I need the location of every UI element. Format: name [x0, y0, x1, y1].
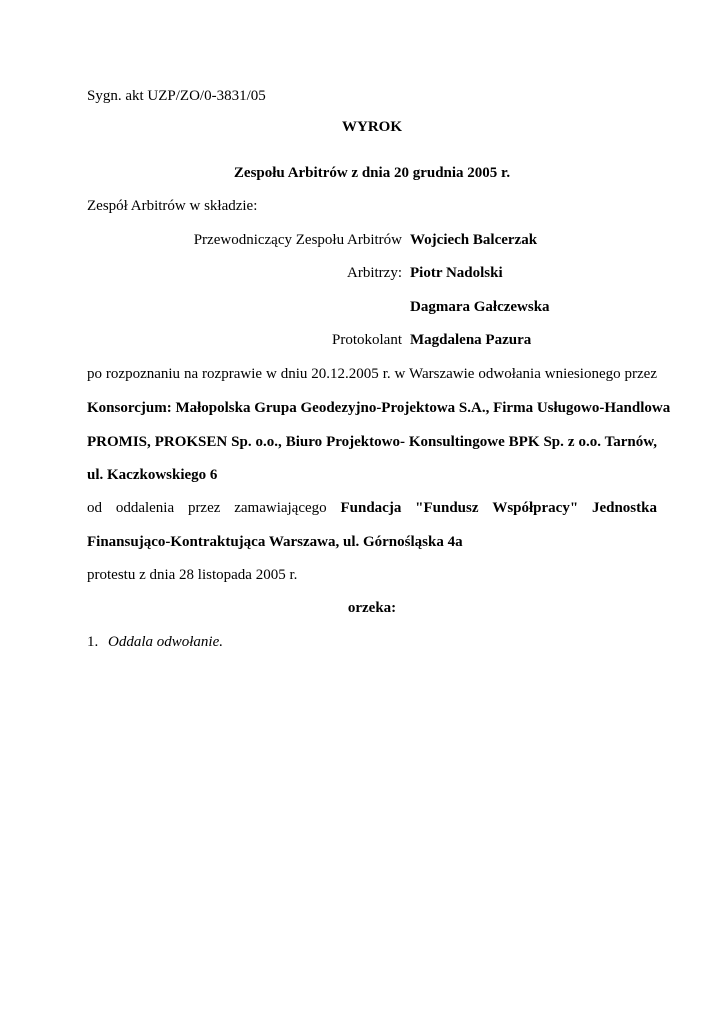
ruling-text: Oddala odwołanie.: [108, 634, 223, 650]
panel-row-arbiter: [0, 298, 724, 316]
case-reference: Sygn. akt UZP/ZO/0-3831/05: [87, 88, 266, 104]
body-intro: po rozpoznaniu na rozprawie w dniu 20.12.2005 r. w Warszawie odwołania wniesionego przez: [87, 366, 657, 382]
panel-name: Piotr Nadolski: [410, 265, 503, 281]
panel-name: Dagmara Gałczewska: [410, 299, 550, 315]
contracting-word: Jednostka: [591, 500, 657, 516]
dismissal-line: [87, 499, 657, 517]
contracting-word: Fundacja: [340, 500, 402, 516]
dismissal-word: od: [87, 500, 102, 516]
protest-line: protestu z dnia 28 listopada 2005 r.: [87, 567, 298, 583]
ruling-item: [0, 633, 724, 651]
appellant-line-3: ul. Kaczkowskiego 6: [87, 467, 218, 483]
panel-name: Wojciech Balcerzak: [410, 232, 538, 248]
dismissal-word: oddalenia: [115, 500, 175, 516]
panel-row-clerk: [0, 331, 724, 349]
dismissal-word: zamawiającego: [234, 500, 327, 516]
panel-intro: Zespół Arbitrów w składzie:: [87, 198, 258, 214]
panel-role: Przewodniczący Zespołu Arbitrów: [193, 232, 402, 248]
contracting-line-2: Finansująco-Kontraktująca Warszawa, ul. Górnośląska 4a: [87, 534, 463, 550]
panel-role: Protokolant: [332, 332, 402, 348]
document-title: WYROK: [342, 119, 402, 135]
panel-row-chair: [0, 231, 724, 249]
appellant-line-2: PROMIS, PROKSEN Sp. o.o., Biuro Projektowo- Konsultingowe BPK Sp. z o.o. Tarnów,: [87, 434, 657, 450]
contracting-word: "Fundusz: [415, 500, 479, 516]
panel-name: Magdalena Pazura: [410, 332, 532, 348]
document-subtitle: Zespołu Arbitrów z dnia 20 grudnia 2005 r.: [233, 165, 511, 181]
panel-row-arbiter: [0, 264, 724, 282]
dismissal-word: przez: [187, 500, 221, 516]
panel-role: Arbitrzy:: [347, 265, 402, 281]
appellant-line-1: Konsorcjum: Małopolska Grupa Geodezyjno-Projektowa S.A., Firma Usługowo-Handlowa: [87, 400, 671, 416]
ruling-number: 1.: [87, 634, 99, 650]
contracting-word: Współpracy": [492, 500, 579, 516]
ruling-heading: orzeka:: [347, 600, 397, 616]
